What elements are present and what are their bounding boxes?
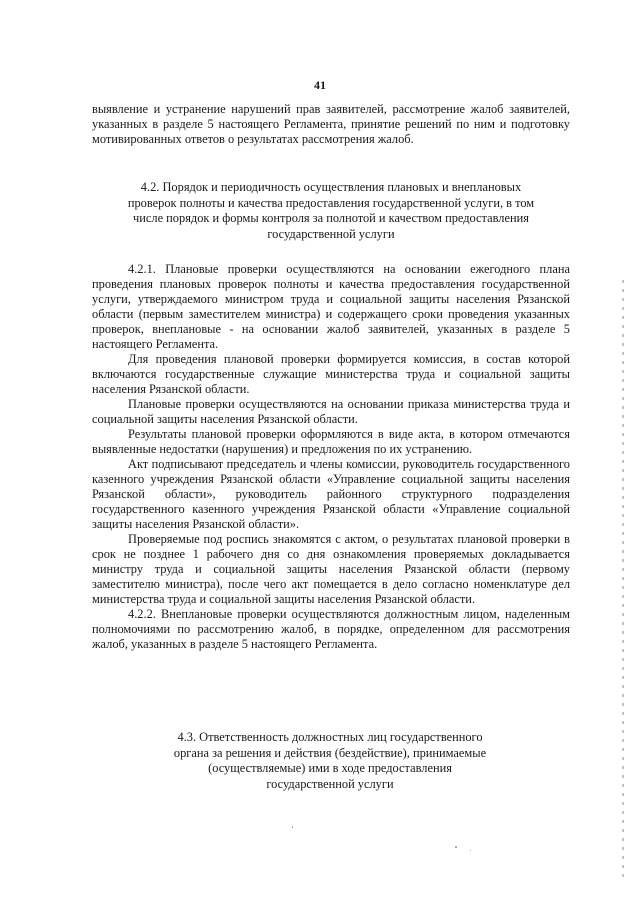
paragraph-act-signers: Акт подписывают председатель и члены комиссии, руководитель государственного казенного учреждения Рязанской области «Управление социальной защиты населения Рязанской области», руководитель районного структурного подразделения государственного казенного учреждения Рязанской области «Управление социальной защиты населения Рязанской области». [92, 457, 570, 531]
paragraph-4-2-2: 4.2.2. Внеплановые проверки осуществляются должностным лицом, наделенным полномочиями по рассмотрению жалоб, в порядке, определенном для рассмотрения жалоб, указанных в разделе 5 настоящего Регламента. [92, 607, 570, 651]
section-4-2-body [92, 262, 570, 652]
scan-speck [470, 850, 471, 851]
section-4-2-heading: 4.2. Порядок и периодичность осуществления плановых и внеплановых проверок полноты и качества предоставления государственной услуги, в том числе порядок и формы контроля за полнотой и качеством предоставления государственной услуги [127, 180, 535, 241]
intro-paragraph-block [92, 102, 570, 147]
paragraph-act-familiarization: Проверяемые под роспись знакомятся с актом, о результатах плановой проверки в срок не позднее 1 рабочего дня со дня ознакомления проверяемых докладывается министру труда и социальной защиты населения Рязанской области (первому заместителю министра), после чего акт помещается в дело согласно номенклатуре дел министерства труда и социальной защиты населения Рязанской области. [92, 532, 570, 606]
paragraph-4-2-1: 4.2.1. Плановые проверки осуществляются на основании ежегодного плана проведения плановых проверок полноты и качества предоставления государственной услуги, утверждаемого министром труда и социальной защиты населения Рязанской области (первым заместителем министра) и содержащего сроки проведения указанных проверок, внеплановые - на основании жалоб заявителей, указанных в разделе 5 настоящего Регламента. [92, 262, 570, 351]
scan-speck [292, 826, 293, 828]
paragraph-commission: Для проведения плановой проверки формируется комиссия, в состав которой включаются государственные служащие министерства труда и социальной защиты населения Рязанской области. [92, 352, 570, 396]
page-number: 41 [314, 78, 326, 92]
intro-paragraph: выявление и устранение нарушений прав заявителей, рассмотрение жалоб заявителей, указанных в разделе 5 настоящего Регламента, принятие решений по ним и подготовку мотивированных ответов о результатах рассмотрения жалоб. [92, 102, 570, 146]
section-4-3-heading: 4.3. Ответственность должностных лиц государственного органа за решения и действия (бездействие), принимаемые (осуществляемые) ими в ходе предоставления государственной услуги [173, 730, 487, 791]
scan-edge-artifact [622, 280, 624, 880]
scan-speck [455, 846, 457, 848]
paragraph-act-results: Результаты плановой проверки оформляются в виде акта, в котором отмечаются выявленные недостатки (нарушения) и предложения по их устранению. [92, 427, 570, 456]
paragraph-order-basis: Плановые проверки осуществляются на основании приказа министерства труда и социальной защиты населения Рязанской области. [92, 397, 570, 426]
